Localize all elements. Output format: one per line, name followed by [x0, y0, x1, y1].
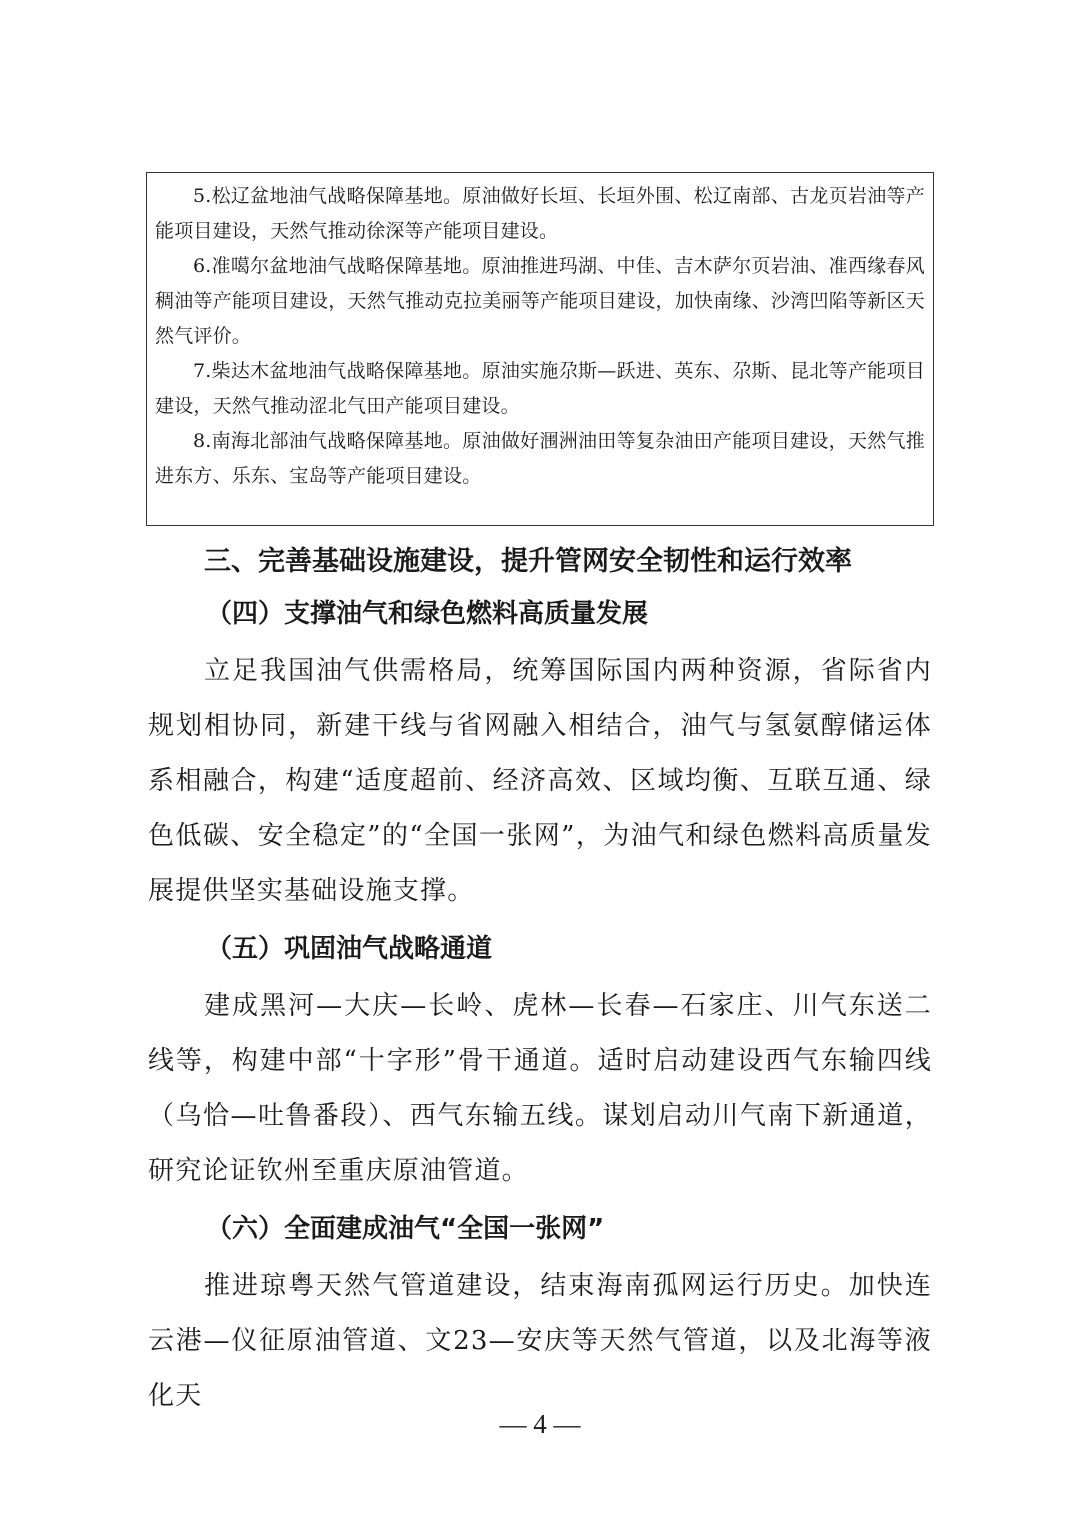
subsection-heading-4: （四）支撑油气和绿色燃料高质量发展 — [206, 599, 649, 629]
paragraph-5: 建成黑河—大庆—长岭、虎林—长春—石家庄、川气东送二线等，构建中部“十字形”骨干通道。适时启动建设西气东输四线（乌恰—吐鲁番段）、西气东输五线。谋划启动川气南下新通道，研究论证钦州至重庆原油管道。 — [148, 991, 932, 1186]
note-item-5: 5.松辽盆地油气战略保障基地。原油做好长垣、长垣外围、松辽南部、古龙页岩油等产能项目建设，天然气推动徐深等产能项目建设。 — [155, 185, 925, 242]
note-item-7: 7.柴达木盆地油气战略保障基地。原油实施尕斯—跃进、英东、尕斯、昆北等产能项目建设，天然气推动涩北气田产能项目建设。 — [155, 360, 925, 417]
paragraph-6: 推进琼粤天然气管道建设，结束海南孤网运行历史。加快连云港—仪征原油管道、文23—安庆等天然气管道，以及北海等液化天 — [148, 1271, 932, 1411]
subsection-heading-6: （六）全面建成油气“全国一张网” — [206, 1214, 605, 1244]
section-heading: 三、完善基础设施建设，提升管网安全韧性和运行效率 — [204, 546, 852, 577]
boxed-note — [146, 172, 934, 526]
subsection-heading-5: （五）巩固油气战略通道 — [206, 934, 493, 964]
note-item-8: 8.南海北部油气战略保障基地。原油做好涠洲油田等复杂油田产能项目建设，天然气推进东方、乐东、宝岛等产能项目建设。 — [155, 430, 925, 487]
main-content — [148, 590, 932, 1430]
paragraph-4: 立足我国油气供需格局，统筹国际国内两种资源，省际省内规划相协同，新建干线与省网融入相结合，油气与氢氨醇储运体系相融合，构建“适度超前、经济高效、区域均衡、互联互通、绿色低碳、安全稳定”的“全国一张网”，为油气和绿色燃料高质量发展提供坚实基础设施支撑。 — [148, 656, 932, 906]
note-item-6: 6.准噶尔盆地油气战略保障基地。原油推进玛湖、中佳、吉木萨尔页岩油、准西缘春风稠油等产能项目建设，天然气推动克拉美丽等产能项目建设，加快南缘、沙湾凹陷等新区天然气评价。 — [155, 255, 925, 347]
page-number: — 4 — — [499, 1409, 581, 1439]
